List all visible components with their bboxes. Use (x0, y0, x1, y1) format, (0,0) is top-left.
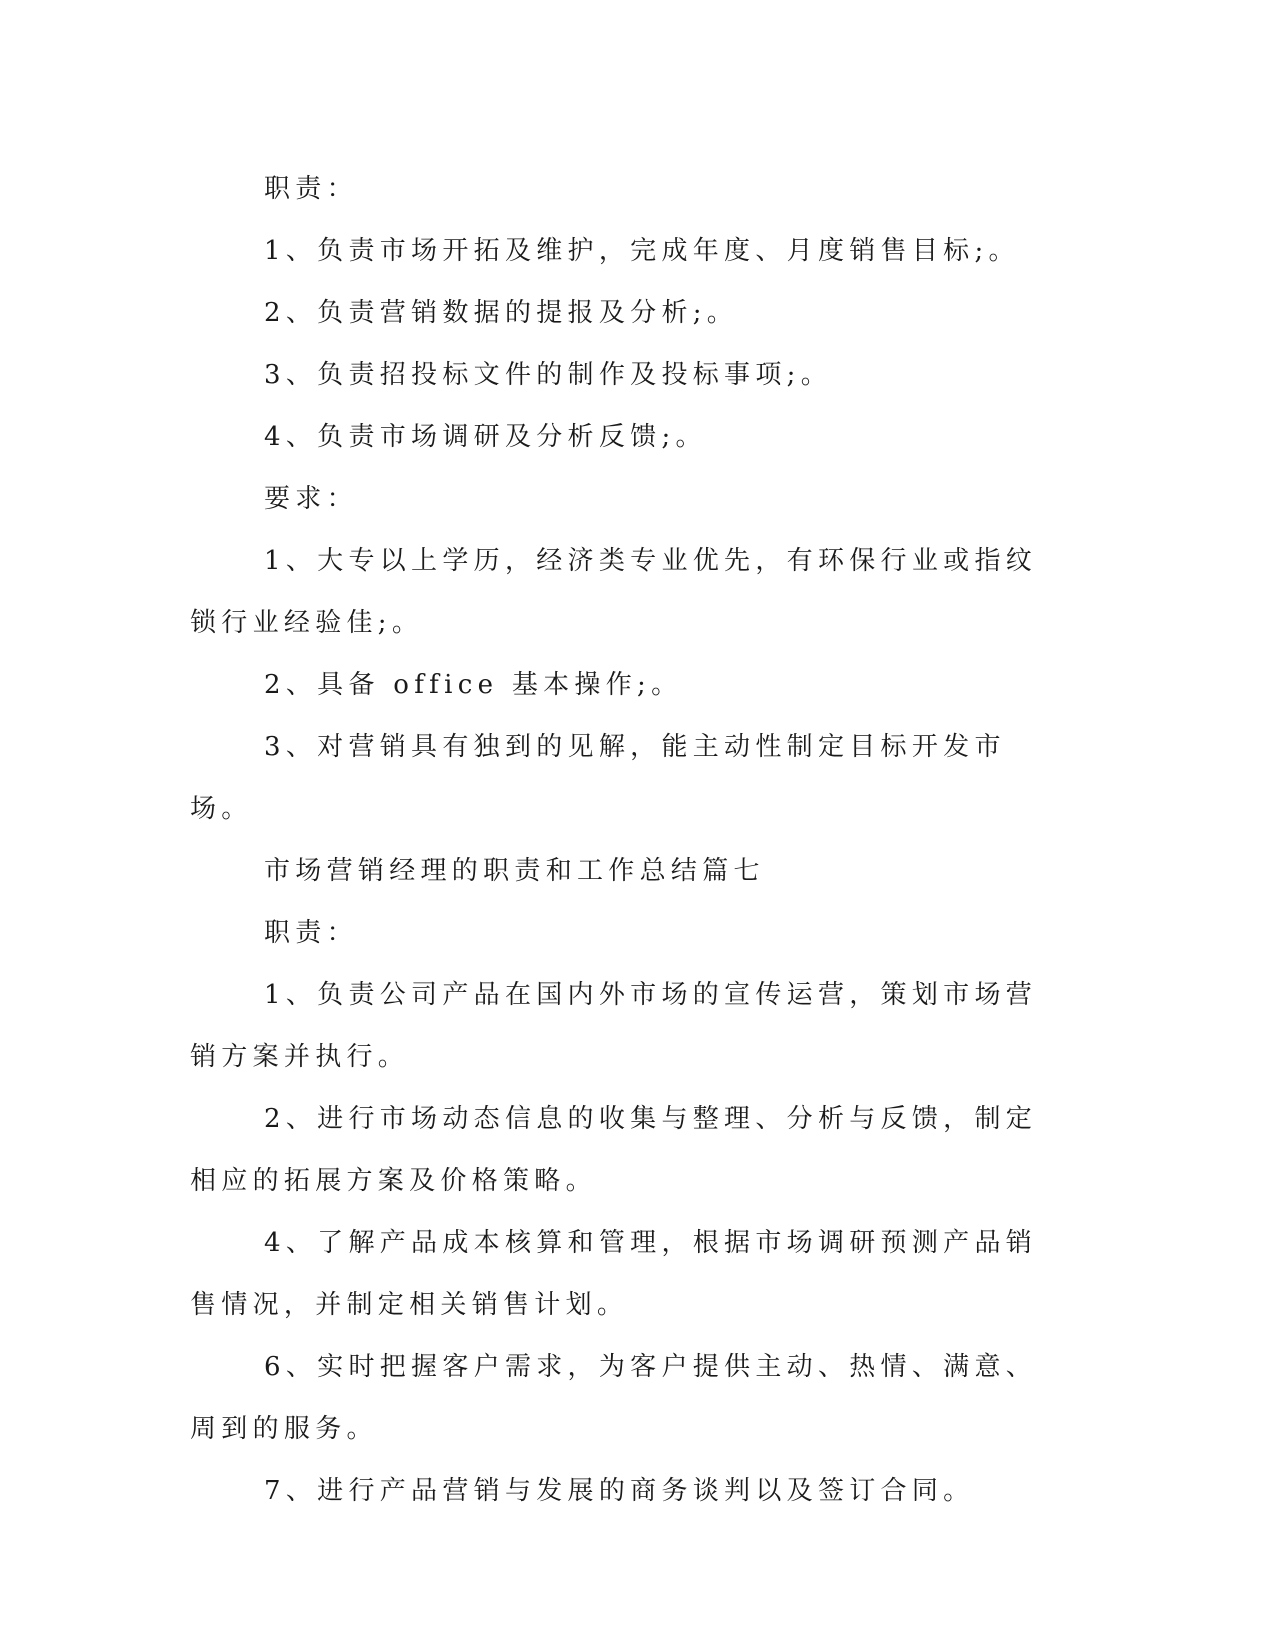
duty2-item-1: 1、负责公司产品在国内外市场的宣传运营，策划市场营销方案并执行。 (190, 980, 1038, 1072)
heading-duties: 职责： (264, 174, 358, 204)
heading-requirements: 要求： (264, 484, 358, 514)
duty2-item-6: 6、实时把握客户需求，为客户提供主动、热情、满意、周到的服务。 (190, 1352, 1038, 1444)
duty2-item-4: 4、了解产品成本核算和管理，根据市场调研预测产品销售情况，并制定相关销售计划。 (190, 1228, 1038, 1320)
requirement-item-1: 1、大专以上学历，经济类专业优先，有环保行业或指纹锁行业经验佳;。 (190, 546, 1038, 638)
requirement-item-3: 3、对营销具有独到的见解，能主动性制定目标开发市场。 (190, 732, 1006, 824)
section-title: 市场营销经理的职责和工作总结篇七 (264, 856, 765, 886)
duty-item-3: 3、负责招投标文件的制作及投标事项;。 (264, 360, 833, 390)
duty-item-1: 1、负责市场开拓及维护，完成年度、月度销售目标;。 (264, 236, 1020, 266)
heading-duties-2: 职责： (264, 918, 358, 948)
duty-item-4: 4、负责市场调研及分析反馈;。 (264, 422, 707, 452)
duty-item-2: 2、负责营销数据的提报及分析;。 (264, 298, 739, 328)
requirement-item-2: 2、具备 office 基本操作;。 (264, 670, 683, 700)
duty2-item-2: 2、进行市场动态信息的收集与整理、分析与反馈，制定相应的拓展方案及价格策略。 (190, 1104, 1038, 1196)
duty2-item-7: 7、进行产品营销与发展的商务谈判以及签订合同。 (264, 1476, 975, 1506)
document-body (190, 158, 1066, 1522)
